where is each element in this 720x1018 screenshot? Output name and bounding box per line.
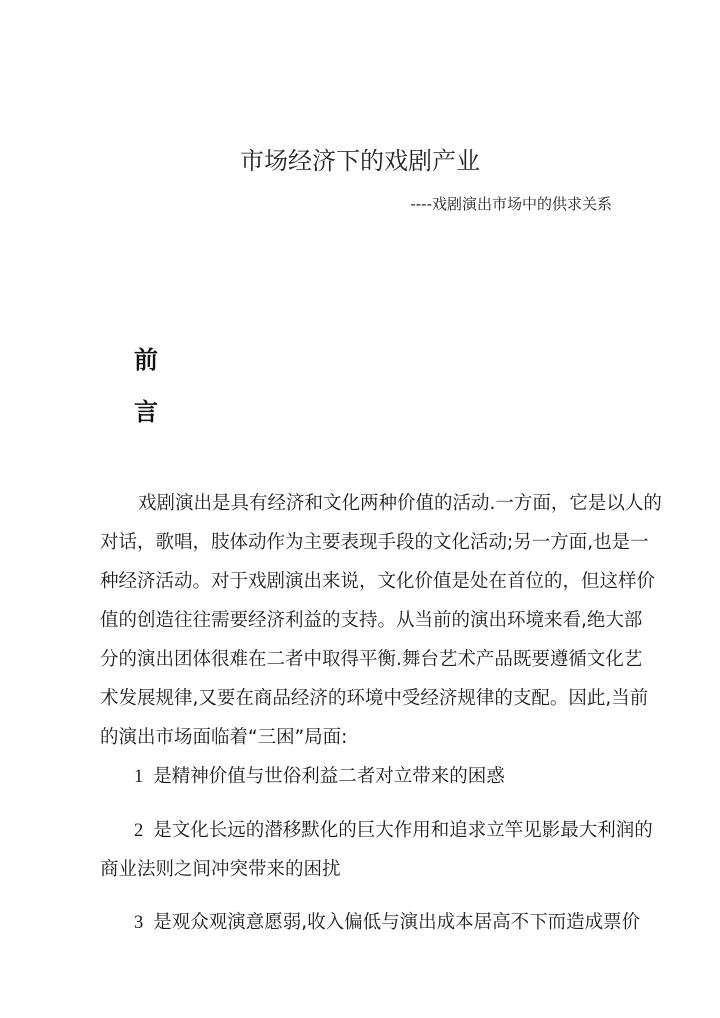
list-item-continuation: 商业法则之间冲突带来的困扰: [100, 859, 341, 880]
list-item-number: 3: [134, 913, 144, 933]
paragraph-line: 对话，歌唱，肢体动作为主要表现手段的文化活动;另一方面,也是一: [100, 532, 649, 553]
paragraph-line: 值的创造往往需要经济利益的支持。从当前的演出环境来看,绝大部: [100, 610, 643, 631]
list-item-number: 1: [134, 767, 144, 787]
paragraph-line: 种经济活动。对于戏剧演出来说，文化价值是处在首位的，但这样价: [100, 571, 656, 592]
paragraph-line: 戏剧演出是具有经济和文化两种价值的活动.一方面，它是以人的: [138, 493, 662, 514]
document-subtitle: ----戏剧演出市场中的供求关系: [410, 195, 612, 213]
list-item-text: 是精神价值与世俗利益二者对立带来的困惑: [153, 766, 505, 787]
paragraph-line: 分的演出团体很难在二者中取得平衡.舞台艺术产品既要遵循文化艺: [100, 649, 643, 670]
list-item-text: 是观众观演意愿弱,收入偏低与演出成本居高不下而造成票价: [153, 912, 641, 933]
paragraph-line: 术发展规律,又要在商品经济的环境中受经济规律的支配。因此,当前: [100, 688, 649, 709]
preface-heading-char: 前: [134, 346, 158, 374]
list-item: [134, 908, 640, 934]
list-item-number: 2: [134, 821, 144, 841]
preface-heading-char: 言: [134, 398, 158, 426]
list-item: [134, 816, 653, 842]
list-item: [134, 762, 505, 788]
document-title: 市场经济下的戏剧产业: [240, 147, 480, 175]
paragraph-line: 的演出市场面临着“三困”局面:: [100, 727, 348, 748]
list-item-text: 是文化长远的潜移默化的巨大作用和追求立竿见影最大利润的: [153, 820, 653, 841]
